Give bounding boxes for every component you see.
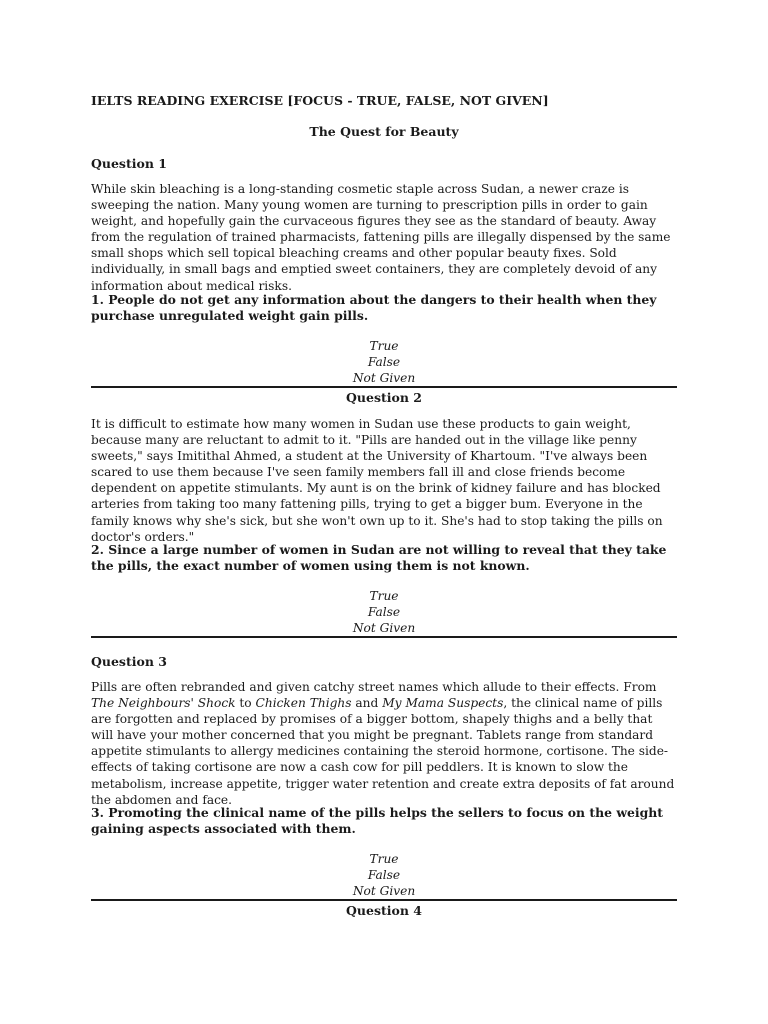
option-false: False — [367, 355, 401, 369]
option-not-given: Not Given — [352, 621, 416, 635]
section-divider — [91, 386, 677, 388]
option-true: True — [369, 339, 399, 353]
question-1-options — [91, 338, 677, 386]
question-2-options — [91, 588, 677, 636]
question-2-heading: Question 2 — [346, 390, 422, 405]
question-3-heading: Question 3 — [91, 654, 167, 669]
option-not-given: Not Given — [352, 371, 416, 385]
option-true: True — [369, 852, 399, 866]
question-3-statement: 3. Promoting the clinical name of the pills helps the sellers to focus on the weight gaining aspects associated with them. — [91, 805, 663, 837]
question-2-passage: It is difficult to estimate how many women in Sudan use these products to gain weight, because many are reluctant to admit to it. "Pills are handed out in the village like penny sweets," says Imitithal Ahmed, a student at the University of Khartoum. "I've always been scared to use them because I've seen family members fall ill and close friends become dependent on appetite stimulants. My aunt is on the brink of kidney failure and has blocked arteries from taking too many fattening pills, trying to get a bigger bum. Everyone in the family knows why she's sick, but she won't own up to it. She's had to stop taking the pills on doctor's orders." — [91, 417, 663, 544]
section-divider — [91, 636, 677, 638]
question-1-statement: 1. People do not get any information about the dangers to their health when they purchase unregulated weight gain pills. — [91, 292, 657, 324]
street-name-3: My Mama Suspects — [382, 696, 504, 711]
question-4-heading: Question 4 — [346, 903, 422, 918]
question-3-options — [91, 851, 677, 899]
option-false: False — [367, 605, 401, 619]
question-2-statement: 2. Since a large number of women in Sudan are not willing to reveal that they take the pills, the exact number of women using them is not known. — [91, 542, 667, 574]
section-divider — [91, 899, 677, 901]
street-name-2: Chicken Thighs — [255, 696, 352, 711]
option-not-given: Not Given — [352, 884, 416, 898]
document-title: IELTS READING EXERCISE [FOCUS - TRUE, FALSE, NOT GIVEN] — [91, 93, 549, 108]
question-1-passage: While skin bleaching is a long-standing cosmetic staple across Sudan, a newer craze is sweeping the nation. Many young women are turning to prescription pills in order to gain weight, and hopefully gain the curvaceous figures they see as the standard of beauty. Away from the regulation of trained pharmacists, fattening pills are illegally dispensed by the same small shops which sell topical bleaching creams and other popular beauty fixes. Sold individually, in small bags and emptied sweet containers, they are completely devoid of any information about medical risks. — [91, 182, 671, 293]
passage-title: The Quest for Beauty — [309, 124, 459, 139]
question-1-heading: Question 1 — [91, 156, 167, 171]
option-true: True — [369, 589, 399, 603]
street-name-1: The Neighbours' Shock — [91, 696, 236, 711]
option-false: False — [367, 868, 401, 882]
question-3-passage: Pills are often rebranded and given catchy street names which allude to their effects. From The Neighbours' Shock to Chicken Thighs and My Mama Suspects, the clinical name of pills are forgotten and replaced by promises of a bigger bottom, shapely thighs and a belly that will have your mother concerned that you might be pregnant. Tablets range from standard appetite stimulants to allergy medicines containing the steroid hormone, cortisone. The side-effects of taking cortisone are now a cash cow for pill peddlers. It is known to slow the metabolism, increase appetite, trigger water retention and create extra deposits of fat around the abdomen and face. — [91, 680, 675, 807]
